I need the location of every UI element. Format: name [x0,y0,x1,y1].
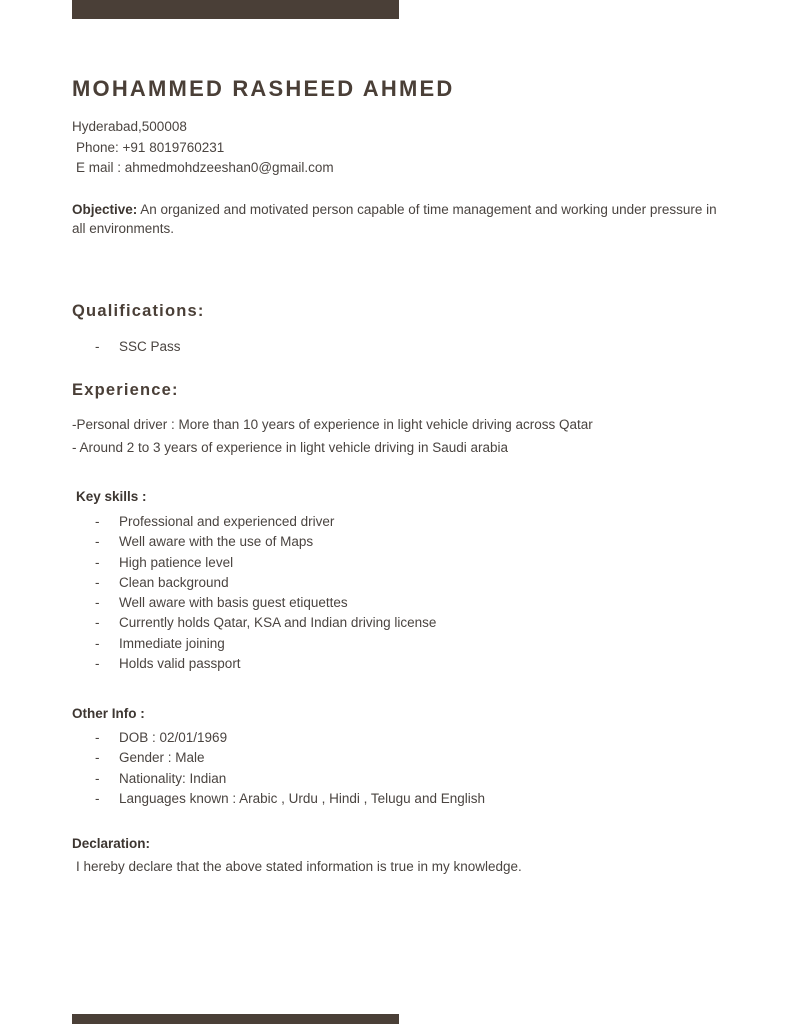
dash-bullet: - [95,514,100,529]
other-info-list [72,728,485,809]
list-item: - DOB : 02/01/1969 [72,728,485,748]
dash-bullet: - [95,339,100,354]
list-item: - SSC Pass [72,337,181,357]
dash-bullet: - [95,730,100,745]
objective-label: Objective: [72,202,138,217]
declaration-heading: Declaration: [72,836,151,851]
list-item: - Holds valid passport [72,654,436,674]
list-item: - Clean background [72,573,436,593]
dash-bullet: - [95,595,100,611]
bottom-decorative-bar [72,1014,399,1024]
objective-text: An organized and motivated person capable of time management and working under pressure in all environments. [72,202,717,236]
qualifications-heading: Qualifications: [72,302,205,320]
phone-number: Phone: +91 8019760231 [76,139,225,155]
key-skills-heading: Key skills : [76,489,147,504]
key-skills-list [72,512,436,674]
dash-bullet: - [95,635,100,651]
top-decorative-bar [72,0,399,19]
objective-paragraph [72,200,732,238]
experience-heading: Experience: [72,381,179,399]
dash-bullet: - [95,770,100,786]
list-item: - Currently holds Qatar, KSA and Indian driving license [72,613,436,633]
list-item: - High patience level [72,553,436,573]
experience-line: - Around 2 to 3 years of experience in light vehicle driving in Saudi arabia [72,440,509,455]
experience-line: -Personal driver : More than 10 years of experience in light vehicle driving across Qatar [72,417,593,432]
dash-bullet: - [95,574,100,590]
list-item: - Well aware with the use of Maps [72,532,436,552]
dash-bullet: - [95,790,100,806]
address: Hyderabad,500008 [72,119,187,134]
list-item: - Professional and experienced driver [72,512,436,532]
dash-bullet: - [95,656,100,672]
dash-bullet: - [95,750,100,766]
list-item: - Nationality: Indian [72,769,485,789]
list-item: - Gender : Male [72,748,485,768]
list-item: - Languages known : Arabic , Urdu , Hindi , Telugu and English [72,789,485,809]
email-address: E mail : ahmedmohdzeeshan0@gmail.com [76,160,334,175]
dash-bullet: - [95,615,100,631]
experience-block [72,415,593,461]
list-item: - Immediate joining [72,634,436,654]
list-item: - Well aware with basis guest etiquettes [72,593,436,613]
dash-bullet: - [95,554,100,570]
dash-bullet: - [95,534,100,550]
contact-block [72,117,334,179]
declaration-text: I hereby declare that the above stated information is true in my knowledge. [76,859,522,874]
candidate-name: MOHAMMED RASHEED AHMED [72,76,455,101]
qualifications-list [72,337,181,357]
other-info-heading: Other Info : [72,706,145,721]
